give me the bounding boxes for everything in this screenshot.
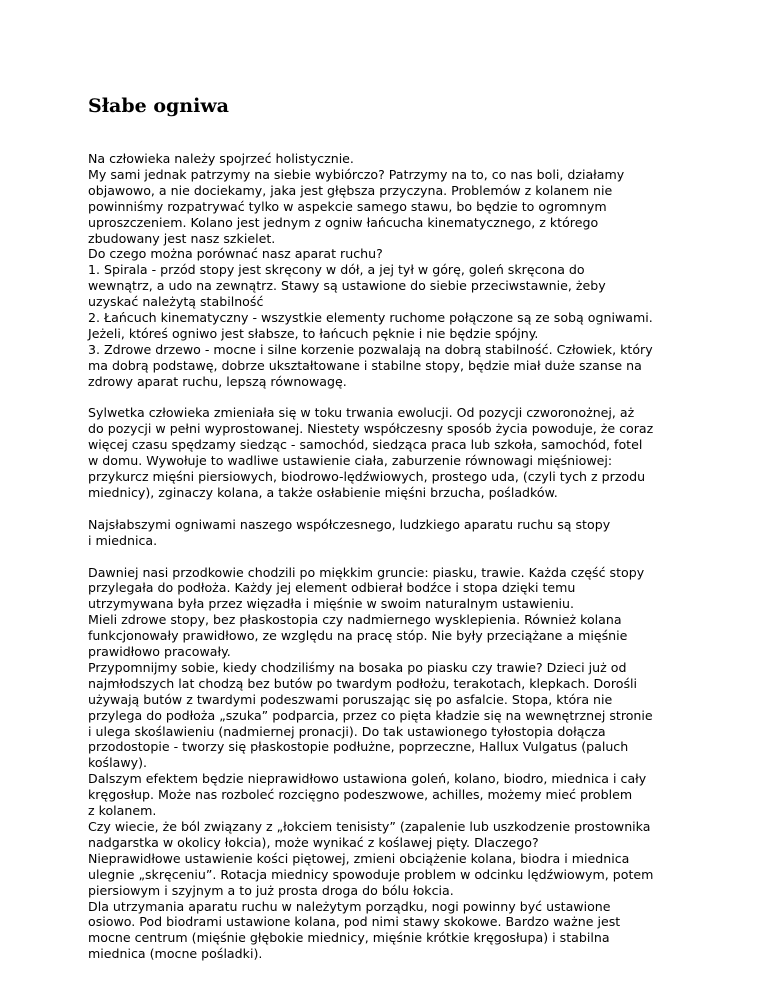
text-line: 1. Spirala - przód stopy jest skręcony w dół, a jej tył w górę, goleń skręcona do	[88, 262, 585, 278]
text-line: Na człowieka należy spojrzeć holistycznie.	[88, 151, 354, 166]
text-line: miednicy), zginaczy kolana, a także osłabienie mięśni brzucha, pośladków.	[88, 485, 558, 501]
text-line: koślawy).	[88, 755, 147, 771]
page-title: Słabe ogniwa	[88, 95, 229, 117]
text-line: w domu. Wywołuje to wadliwe ustawienie ciała, zaburzenie równowagi mięśniowej:	[88, 453, 613, 469]
text-line: przykurcz mięśni piersiowych, biodrowo-lędźwiowych, prostego uda, (czyli tych z przodu	[88, 469, 646, 485]
text-line: zdrowy aparat ruchu, lepszą równowagę.	[88, 373, 347, 389]
text-line: przylega do podłoża „szuka” podparcia, przez co pięta kładzie się na wewnętrznej stronie	[88, 707, 653, 723]
text-line: 2. Łańcuch kinematyczny - wszystkie elementy ruchome połączone są ze sobą ogniwami.	[88, 310, 653, 326]
paragraph	[88, 151, 698, 390]
text-line: miednica (mocne pośladki).	[88, 946, 263, 962]
text-line: kręgosłup. Może nas rozboleć rozcięgno podeszwowe, achilles, możemy mieć problem	[88, 787, 633, 803]
text-line: zbudowany jest nasz szkielet.	[88, 230, 276, 246]
text-line: Najsłabszymi ogniwami naszego współczesnego, ludzkiego aparatu ruchu są stopy	[88, 516, 611, 532]
text-line: używają butów z twardymi podeszwami poruszając się po asfalcie. Stopa, która nie	[88, 691, 613, 707]
text-line: uzyskać należytą stabilność	[88, 294, 264, 310]
text-line: Nieprawidłowe ustawienie kości piętowej, zmieni obciążenie kolana, biodra i miednica	[88, 850, 630, 866]
text-line: i miednica.	[88, 532, 158, 548]
text-line: Przypomnijmy sobie, kiedy chodziliśmy na bosaka po piasku czy trawie? Dzieci już od	[88, 659, 627, 675]
text-line: Mieli zdrowe stopy, bez płaskostopia czy nadmiernego wysklepienia. Również kolana	[88, 612, 622, 628]
text-line: więcej czasu spędzamy siedząc - samochód, siedząca praca lub szkoła, samochód, fotel	[88, 437, 643, 453]
text-line: nadgarstka w okolicy łokcia), może wynikać z koślawej pięty. Dlaczego?	[88, 834, 539, 850]
text-line: przodostopie - tworzy się płaskostopie podłużne, poprzeczne, Hallux Vulgatus (paluch	[88, 739, 629, 755]
text-line: ulegnie „skręceniu”. Rotacja miednicy spowoduje problem w odcinku lędźwiowym, potem	[88, 866, 654, 882]
text-line: 3. Zdrowe drzewo - mocne i silne korzenie pozwalają na dobrą stabilność. Człowiek, który	[88, 341, 653, 357]
text-line: osiowo. Pod biodrami ustawione kolana, pod nimi stawy skokowe. Bardzo ważne jest	[88, 914, 621, 930]
text-line: funkcjonowały prawidłowo, ze względu na pracę stóp. Nie były przeciążane a mięśnie	[88, 628, 628, 644]
article-body	[88, 151, 698, 962]
text-line: uproszczeniem. Kolano jest jednym z ogniw łańcucha kinematycznego, z którego	[88, 214, 599, 230]
text-line: wewnątrz, a udo na zewnątrz. Stawy są ustawione do siebie przeciwstawnie, żeby	[88, 278, 606, 294]
text-line: Do czego można porównać nasz aparat ruchu?	[88, 246, 383, 262]
text-line: My sami jednak patrzymy na siebie wybiórczo? Patrzymy na to, co nas boli, działamy	[88, 166, 625, 182]
text-line: Dla utrzymania aparatu ruchu w należytym porządku, nogi powinny być ustawione	[88, 898, 611, 914]
text-line: Jeżeli, któreś ogniwo jest słabsze, to łańcuch pęknie i nie będzie spójny.	[88, 325, 539, 341]
text-line: do pozycji w pełni wyprostowanej. Niestety współczesny sposób życia powoduje, że coraz	[88, 421, 654, 437]
text-line: Dalszym efektem będzie nieprawidłowo ustawiona goleń, kolano, biodro, miednica i cały	[88, 771, 647, 787]
text-line: prawidłowo pracowały.	[88, 644, 231, 660]
text-line: objawowo, a nie dociekamy, jaka jest głębsza przyczyna. Problemów z kolanem nie	[88, 182, 613, 198]
text-line: utrzymywana była przez więzadła i mięśnie w swoim naturalnym ustawieniu.	[88, 596, 575, 612]
text-line: i ulega skoślawieniu (nadmiernej pronacji). Do tak ustawionego tyłostopia dołącza	[88, 723, 606, 739]
text-line: Czy wiecie, że ból związany z „łokciem tenisisty” (zapalenie lub uszkodzenie prostownika	[88, 819, 651, 835]
text-line: z kolanem.	[88, 803, 157, 819]
paragraph	[88, 517, 698, 549]
text-line: piersiowym i szyjnym a to już prosta droga do bólu łokcia.	[88, 882, 454, 898]
paragraph	[88, 565, 698, 963]
text-line: powinniśmy rozpatrywać tylko w aspekcie samego stawu, bo będzie to ogromnym	[88, 198, 607, 214]
text-line: przylegała do podłoża. Każdy jej element odbierał bodźce i stopa dzięki temu	[88, 580, 576, 596]
text-line: ma dobrą podstawę, dobrze ukształtowane i stabilne stopy, będzie miał duże szanse na	[88, 357, 642, 373]
paragraph	[88, 405, 698, 500]
text-line: Sylwetka człowieka zmieniała się w toku trwania ewolucji. Od pozycji czworonożnej, aż	[88, 405, 635, 421]
text-line: najmłodszych lat chodzą bez butów po twardym podłożu, terakotach, klepkach. Dorośli	[88, 675, 638, 691]
text-line: Dawniej nasi przodkowie chodzili po miękkim gruncie: piasku, trawie. Każda część stopy	[88, 564, 645, 580]
text-line: mocne centrum (mięśnie głębokie miednicy, mięśnie krótkie kręgosłupa) i stabilna	[88, 930, 610, 946]
